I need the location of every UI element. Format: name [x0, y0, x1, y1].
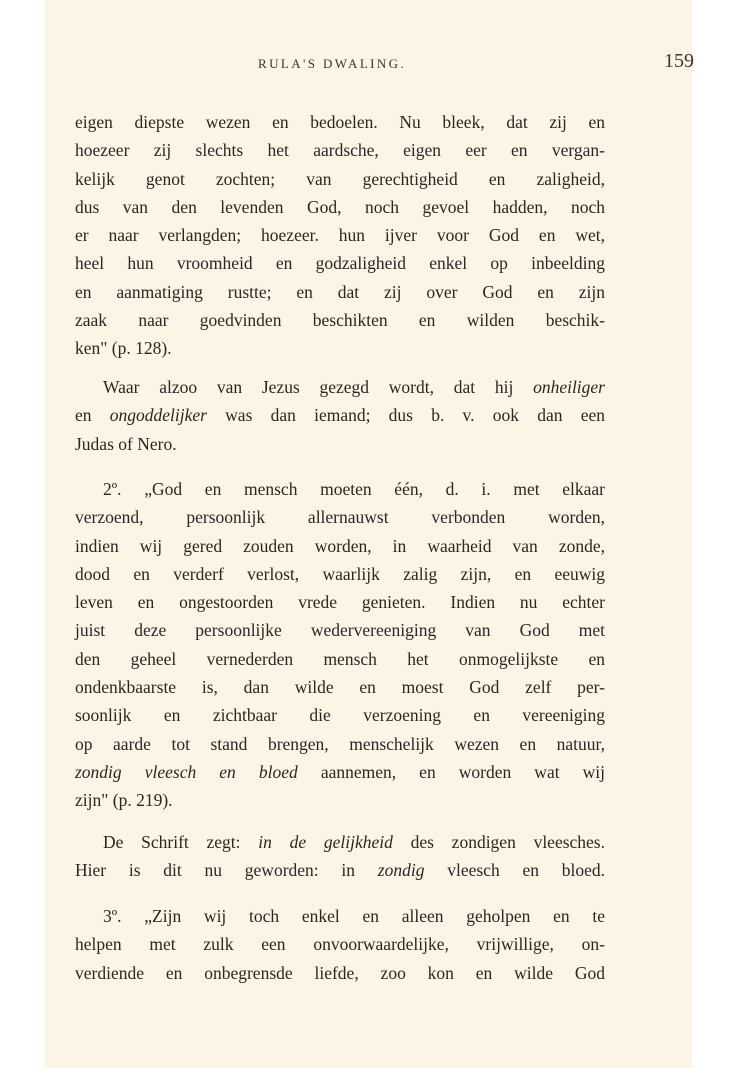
text-line — [75, 373, 605, 401]
text-line: dus van den levenden God, noch gevoel hadden, noch — [75, 196, 605, 217]
text-line: indien wij gered zouden worden, in waarheid van zonde, — [75, 535, 605, 556]
text-line: juist deze persoonlijke wedervereeniging van God met — [75, 620, 605, 641]
text-run: des zondigen vleesches. — [392, 832, 605, 852]
text-line: heel hun vroomheid en godzaligheid enkel op inbeelding — [75, 253, 605, 274]
text-line: ken" (p. 128). — [75, 338, 172, 359]
text-line: 3º. „Zijn wij toch enkel en alleen geholpen en te — [103, 906, 605, 926]
text-line: zijn" (p. 219). — [75, 790, 173, 811]
text-line — [75, 856, 605, 884]
text-line: en aanmatiging rustte; en dat zij over God en zijn — [75, 281, 605, 302]
text-line — [75, 758, 605, 786]
paragraph-1 — [75, 108, 605, 363]
page-number: 159 — [664, 50, 694, 72]
text-run: aannemen, en worden wat wij — [297, 761, 605, 782]
italic-run: in de gelijkheid — [258, 832, 393, 852]
text-run: was dan iemand; dus b. v. ook dan een — [206, 405, 605, 426]
text-line: soonlijk en zichtbaar die verzoening en vereeniging — [75, 705, 605, 726]
text-line: verzoend, persoonlijk allernauwst verbonden worden, — [75, 507, 605, 528]
text-line: verdiende en onbegrensde liefde, zoo kon en wilde God — [75, 962, 605, 983]
text-line — [75, 828, 605, 856]
text-line: zaak naar goedvinden beschikten en wilden beschik- — [75, 310, 605, 331]
paragraph-3 — [75, 475, 605, 815]
text-line: den geheel vernederden mensch het onmogelijkste en — [75, 648, 605, 669]
italic-run: zondig — [377, 860, 425, 881]
text-line: eigen diepste wezen en bedoelen. Nu bleek, dat zij en — [75, 112, 605, 132]
text-line: leven en ongestoorden vrede genieten. Indien nu echter — [75, 592, 605, 613]
italic-run: zondig vleesch en bloed — [75, 761, 298, 782]
text-run: en — [75, 405, 110, 426]
text-run: Waar alzoo van Jezus gezegd wordt, dat hij — [103, 377, 534, 397]
running-title: RULA'S DWALING. — [258, 56, 407, 71]
text-run: De Schrift zegt: — [103, 832, 259, 852]
text-line: dood en verderf verlost, waarlijk zalig zijn, en eeuwig — [75, 563, 605, 584]
text-line — [75, 401, 605, 429]
italic-run: onheiliger — [533, 377, 605, 397]
text-line: kelijk genot zochten; van gerechtigheid en zaligheid, — [75, 168, 605, 189]
text-run: vleesch en bloed. — [424, 860, 605, 881]
text-line: 2º. „God en mensch moeten één, d. i. met elkaar — [103, 479, 605, 499]
text-line: hoezeer zij slechts het aardsche, eigen eer en vergan- — [75, 140, 605, 161]
text-line: op aarde tot stand brengen, menschelijk wezen en natuur, — [75, 733, 605, 754]
text-line: ondenkbaarste is, dan wilde en moest God zelf per- — [75, 677, 605, 698]
paragraph-2 — [75, 373, 605, 458]
text-line: Judas of Nero. — [75, 433, 177, 454]
paragraph-5 — [75, 902, 605, 987]
italic-run: ongoddelijker — [109, 405, 207, 426]
text-run: Hier is dit nu geworden: in — [75, 860, 378, 881]
paragraph-4 — [75, 828, 605, 885]
text-line: er naar verlangden; hoezeer. hun ijver voor God en wet, — [75, 225, 605, 246]
text-line: helpen met zulk een onvoorwaardelijke, vrijwillige, on- — [75, 934, 605, 955]
